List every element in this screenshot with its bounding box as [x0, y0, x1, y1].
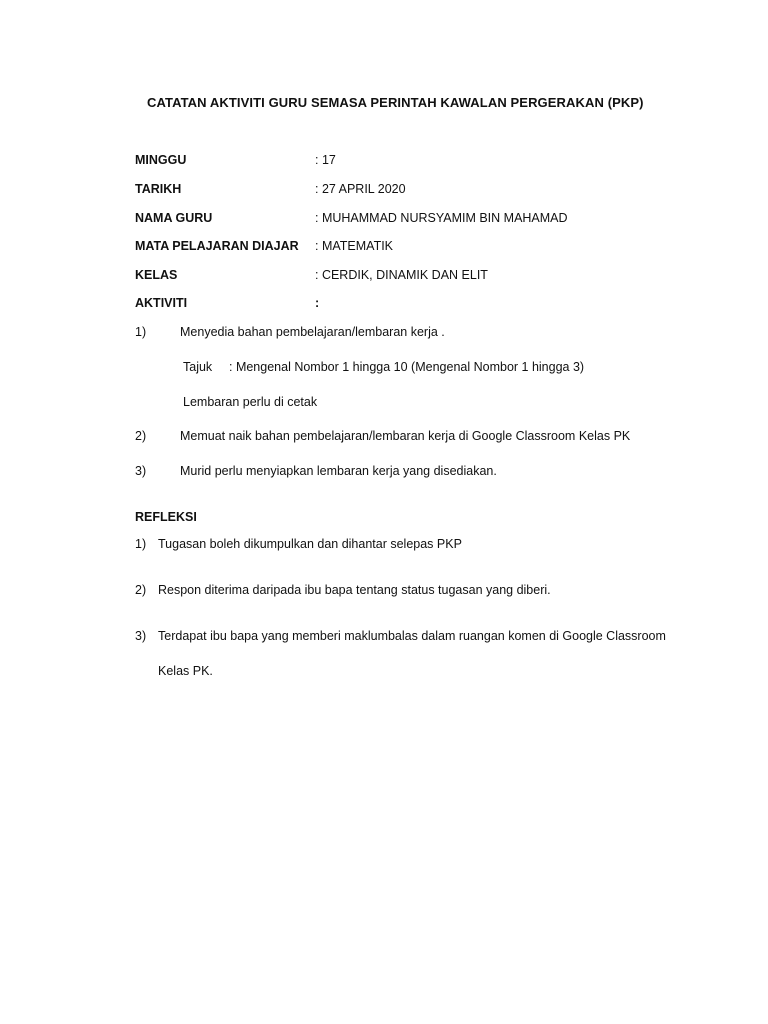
- reflection-text-1: Tugasan boleh dikumpulkan dan dihantar selepas PKP: [158, 537, 462, 551]
- reflection-continuation: Kelas PK.: [158, 664, 213, 678]
- activity-text-1: Menyedia bahan pembelajaran/lembaran kerja .: [180, 325, 445, 339]
- reflection-number-2: 2): [135, 583, 147, 597]
- info-value-kelas: : CERDIK, DINAMIK DAN ELIT: [315, 268, 488, 282]
- info-value-tarikh: : 27 APRIL 2020: [315, 182, 406, 196]
- info-value-mata-pelajaran: : MATEMATIK: [315, 239, 394, 253]
- activity-number-2: 2): [135, 429, 147, 443]
- info-value-nama-guru: : MUHAMMAD NURSYAMIM BIN MAHAMAD: [315, 211, 568, 225]
- activity-note: Lembaran perlu di cetak: [183, 395, 318, 409]
- info-label-nama-guru: NAMA GURU: [135, 211, 213, 225]
- info-label-tarikh: TARIKH: [135, 182, 182, 196]
- activity-number-3: 3): [135, 464, 147, 478]
- reflection-text-3: Terdapat ibu bapa yang memberi maklumbalas dalam ruangan komen di Google Classroom: [158, 629, 666, 643]
- reflection-heading: REFLEKSI: [135, 510, 197, 524]
- document-title: CATATAN AKTIVITI GURU SEMASA PERINTAH KAWALAN PERGERAKAN (PKP): [147, 95, 644, 110]
- tajuk-value: : Mengenal Nombor 1 hingga 10 (Mengenal Nombor 1 hingga 3): [229, 360, 585, 374]
- info-value-minggu: : 17: [315, 153, 336, 167]
- info-label-aktiviti: AKTIVITI: [135, 296, 188, 310]
- info-label-minggu: MINGGU: [135, 153, 187, 167]
- activity-number-1: 1): [135, 325, 147, 339]
- reflection-text-2: Respon diterima daripada ibu bapa tentang status tugasan yang diberi.: [158, 583, 551, 597]
- activity-text-2: Memuat naik bahan pembelajaran/lembaran kerja di Google Classroom Kelas PK: [180, 429, 631, 443]
- info-label-mata-pelajaran: MATA PELAJARAN DIAJAR: [135, 239, 299, 253]
- tajuk-label: Tajuk: [183, 360, 213, 374]
- reflection-number-1: 1): [135, 537, 147, 551]
- info-value-aktiviti: :: [315, 296, 320, 310]
- info-label-kelas: KELAS: [135, 268, 178, 282]
- activity-text-3: Murid perlu menyiapkan lembaran kerja yang disediakan.: [180, 464, 497, 478]
- reflection-number-3: 3): [135, 629, 147, 643]
